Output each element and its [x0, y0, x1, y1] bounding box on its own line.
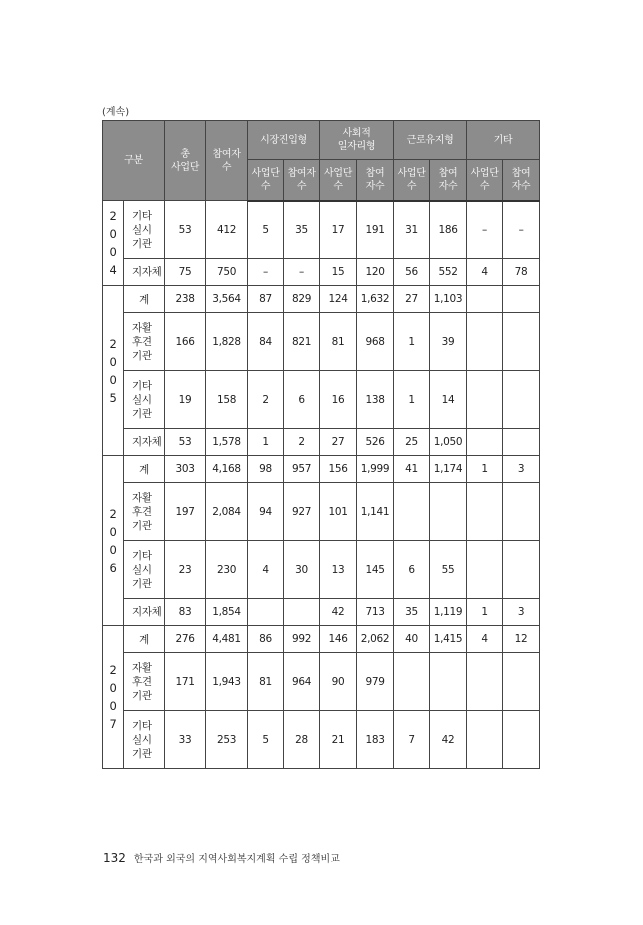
- year-label: 2 0 0 6: [109, 506, 117, 575]
- table-cell: 17: [320, 201, 357, 259]
- row-label: 기타 실시 기관: [132, 549, 152, 590]
- table-cell: 53: [165, 429, 206, 456]
- subheader-label: 사업단 수: [323, 167, 353, 192]
- year-label: 2 0 0 4: [109, 209, 117, 277]
- table-cell: 526: [357, 429, 394, 456]
- subheader-label: 사업단 수: [251, 167, 280, 192]
- header-row-1: [103, 121, 540, 160]
- header-group-labor: [394, 121, 467, 160]
- table-cell: [467, 313, 503, 371]
- table-cell: [394, 483, 430, 541]
- table-cell: [503, 286, 540, 313]
- table-cell: 5: [248, 711, 284, 769]
- table-cell: 4,481: [206, 626, 248, 653]
- subheader-cell: [248, 160, 284, 201]
- table-cell: 1,174: [430, 456, 467, 483]
- header-group-label: 근로유지형: [406, 134, 454, 146]
- row-label-cell: [124, 626, 165, 653]
- table-row: [103, 483, 540, 541]
- table-cell: –: [248, 259, 284, 286]
- table-cell: 3: [503, 599, 540, 626]
- table-cell: 83: [165, 599, 206, 626]
- year-cell: [103, 286, 124, 456]
- table-cell: 21: [320, 711, 357, 769]
- table-cell: 4: [467, 259, 503, 286]
- table-cell: 979: [357, 653, 394, 711]
- row-label-cell: [124, 599, 165, 626]
- table-cell: 2,084: [206, 483, 248, 541]
- table-cell: 1: [248, 429, 284, 456]
- table-row: [103, 653, 540, 711]
- subheader-label: 참여자 수: [287, 167, 316, 192]
- table-cell: 42: [430, 711, 467, 769]
- table-cell: 6: [394, 541, 430, 599]
- table-cell: 230: [206, 541, 248, 599]
- table-cell: 35: [394, 599, 430, 626]
- table-cell: 55: [430, 541, 467, 599]
- header-category: [103, 121, 165, 201]
- table-cell: 1,999: [357, 456, 394, 483]
- table-cell: 25: [394, 429, 430, 456]
- table-cell: 23: [165, 541, 206, 599]
- table-cell: 101: [320, 483, 357, 541]
- table-cell: [467, 711, 503, 769]
- subheader-cell: [503, 160, 540, 201]
- row-label: 지자체: [132, 436, 162, 448]
- table-cell: 145: [357, 541, 394, 599]
- year-label: 2 0 0 7: [109, 663, 117, 731]
- table-cell: 713: [357, 599, 394, 626]
- table-cell: 35: [284, 201, 320, 259]
- subheader-cell: [320, 160, 357, 201]
- table-row: [103, 456, 540, 483]
- table-cell: 41: [394, 456, 430, 483]
- row-label: 기타 실시 기관: [132, 719, 152, 760]
- page-footer: [103, 850, 340, 865]
- table-cell: [503, 313, 540, 371]
- table-cell: 27: [394, 286, 430, 313]
- table-cell: 5: [248, 201, 284, 259]
- header-category-label: 구분: [124, 155, 143, 166]
- table-cell: [467, 483, 503, 541]
- table-cell: 13: [320, 541, 357, 599]
- header-group-other: [467, 121, 540, 160]
- table-cell: [503, 371, 540, 429]
- table-cell: 927: [284, 483, 320, 541]
- table-cell: 33: [165, 711, 206, 769]
- table-cell: 40: [394, 626, 430, 653]
- table-cell: 1,415: [430, 626, 467, 653]
- table-cell: 4: [248, 541, 284, 599]
- table-cell: 6: [284, 371, 320, 429]
- table-row: [103, 711, 540, 769]
- table-cell: 75: [165, 259, 206, 286]
- table-cell: 30: [284, 541, 320, 599]
- year-cell: [103, 201, 124, 286]
- table-cell: 964: [284, 653, 320, 711]
- row-label-cell: [124, 711, 165, 769]
- table-cell: [503, 429, 540, 456]
- table-cell: 1,050: [430, 429, 467, 456]
- table-cell: 552: [430, 259, 467, 286]
- table-cell: [394, 653, 430, 711]
- row-label: 자활 후견 기관: [132, 661, 152, 702]
- table-cell: 4: [467, 626, 503, 653]
- table-cell: 1,854: [206, 599, 248, 626]
- row-label-cell: [124, 286, 165, 313]
- header-total-units-label: 총 사업단: [170, 148, 200, 173]
- row-label-cell: [124, 429, 165, 456]
- table-row: [103, 201, 540, 259]
- row-label-cell: [124, 313, 165, 371]
- subheader-cell: [357, 160, 394, 201]
- header-total-units: [165, 121, 206, 201]
- row-label-cell: [124, 259, 165, 286]
- table-cell: 1: [394, 313, 430, 371]
- table-cell: 146: [320, 626, 357, 653]
- table-cell: 197: [165, 483, 206, 541]
- table-cell: 1,632: [357, 286, 394, 313]
- table-cell: 78: [503, 259, 540, 286]
- table-cell: [248, 599, 284, 626]
- table-cell: [503, 483, 540, 541]
- table-row: [103, 313, 540, 371]
- subheader-label: 참여 자수: [438, 167, 458, 192]
- table-row: [103, 259, 540, 286]
- table-cell: 276: [165, 626, 206, 653]
- table-cell: 19: [165, 371, 206, 429]
- table-cell: 120: [357, 259, 394, 286]
- table-row: [103, 429, 540, 456]
- table-cell: 28: [284, 711, 320, 769]
- year-cell: [103, 626, 124, 769]
- table-cell: [284, 599, 320, 626]
- row-label: 계: [139, 463, 149, 476]
- table-cell: 158: [206, 371, 248, 429]
- table-cell: 138: [357, 371, 394, 429]
- row-label: 기타 실시 기관: [132, 379, 152, 420]
- table-cell: 1,119: [430, 599, 467, 626]
- table-cell: –: [284, 259, 320, 286]
- table-cell: 4,168: [206, 456, 248, 483]
- table-cell: 750: [206, 259, 248, 286]
- subheader-cell: [467, 160, 503, 201]
- row-label: 지자체: [132, 606, 162, 618]
- row-label: 계: [139, 293, 149, 306]
- table-cell: 39: [430, 313, 467, 371]
- table-cell: 166: [165, 313, 206, 371]
- row-label: 기타 실시 기관: [132, 209, 152, 250]
- table-cell: 303: [165, 456, 206, 483]
- table-cell: 86: [248, 626, 284, 653]
- table-cell: 1,828: [206, 313, 248, 371]
- table-cell: 1,141: [357, 483, 394, 541]
- table-cell: 3: [503, 456, 540, 483]
- table-row: [103, 371, 540, 429]
- table-cell: 412: [206, 201, 248, 259]
- table-cell: 16: [320, 371, 357, 429]
- subheader-cell: [284, 160, 320, 201]
- table-cell: 12: [503, 626, 540, 653]
- subheader-cell: [394, 160, 430, 201]
- table-cell: [467, 653, 503, 711]
- table-cell: 171: [165, 653, 206, 711]
- row-label-cell: [124, 483, 165, 541]
- table-cell: 1,578: [206, 429, 248, 456]
- table-cell: 1,103: [430, 286, 467, 313]
- table-cell: 3,564: [206, 286, 248, 313]
- table-cell: 90: [320, 653, 357, 711]
- row-label: 계: [139, 633, 149, 646]
- subheader-label: 참여 자수: [511, 167, 531, 192]
- table-cell: 253: [206, 711, 248, 769]
- header-participants-label: 참여자 수: [212, 148, 241, 173]
- table-cell: 1: [394, 371, 430, 429]
- table-cell: [503, 653, 540, 711]
- row-label: 자활 후견 기관: [132, 321, 152, 362]
- table-body: [103, 201, 540, 769]
- table-row: [103, 599, 540, 626]
- table-cell: 186: [430, 201, 467, 259]
- row-label-cell: [124, 371, 165, 429]
- table-caption: (계속): [102, 107, 130, 118]
- table-cell: 156: [320, 456, 357, 483]
- table-cell: 98: [248, 456, 284, 483]
- table-cell: 821: [284, 313, 320, 371]
- table-cell: 31: [394, 201, 430, 259]
- year-cell: [103, 456, 124, 626]
- table-cell: [503, 541, 540, 599]
- table-cell: [430, 653, 467, 711]
- table-cell: 53: [165, 201, 206, 259]
- table-cell: 183: [357, 711, 394, 769]
- subheader-cell: [430, 160, 467, 201]
- table-cell: [467, 429, 503, 456]
- table-cell: 14: [430, 371, 467, 429]
- table-cell: 7: [394, 711, 430, 769]
- table-cell: 81: [320, 313, 357, 371]
- table-cell: 2,062: [357, 626, 394, 653]
- table-cell: 1: [467, 599, 503, 626]
- header-group-label: 기타: [493, 134, 513, 146]
- table-cell: 829: [284, 286, 320, 313]
- page-number: 132: [103, 851, 126, 865]
- table-cell: –: [503, 201, 540, 259]
- table-cell: [503, 711, 540, 769]
- row-label-cell: [124, 653, 165, 711]
- row-label-cell: [124, 201, 165, 259]
- table-cell: 238: [165, 286, 206, 313]
- table-cell: 2: [248, 371, 284, 429]
- row-label: 지자체: [132, 266, 162, 278]
- table-cell: 84: [248, 313, 284, 371]
- table-cell: 27: [320, 429, 357, 456]
- table-row: [103, 626, 540, 653]
- table-cell: 42: [320, 599, 357, 626]
- table-cell: –: [467, 201, 503, 259]
- table-cell: 968: [357, 313, 394, 371]
- table-row: [103, 541, 540, 599]
- table-cell: 1: [467, 456, 503, 483]
- table-cell: 957: [284, 456, 320, 483]
- footer-title: 한국과 외국의 지역사회복지계획 수립 정책비교: [133, 854, 340, 865]
- header-group-social: [320, 121, 394, 160]
- data-table: [102, 120, 540, 769]
- table-cell: [467, 371, 503, 429]
- subheader-label: 사업단 수: [397, 167, 426, 192]
- header-group-label: 사회적 일자리형: [337, 128, 376, 152]
- table-cell: 2: [284, 429, 320, 456]
- row-label-cell: [124, 541, 165, 599]
- table-cell: 992: [284, 626, 320, 653]
- year-label: 2 0 0 5: [109, 336, 117, 405]
- table-cell: [467, 286, 503, 313]
- table-cell: 15: [320, 259, 357, 286]
- table-cell: 124: [320, 286, 357, 313]
- table-row: [103, 286, 540, 313]
- subheader-label: 사업단 수: [470, 167, 499, 192]
- table-cell: [467, 541, 503, 599]
- header-group-label: 시장진입형: [260, 134, 307, 146]
- subheader-label: 참여 자수: [365, 167, 385, 192]
- row-label-cell: [124, 456, 165, 483]
- row-label: 자활 후견 기관: [132, 491, 152, 532]
- table-cell: 191: [357, 201, 394, 259]
- header-participants: [206, 121, 248, 201]
- header-group-market: [248, 121, 320, 160]
- table-cell: [430, 483, 467, 541]
- table-cell: 87: [248, 286, 284, 313]
- table-cell: 81: [248, 653, 284, 711]
- table-cell: 56: [394, 259, 430, 286]
- table-cell: 1,943: [206, 653, 248, 711]
- table-cell: 94: [248, 483, 284, 541]
